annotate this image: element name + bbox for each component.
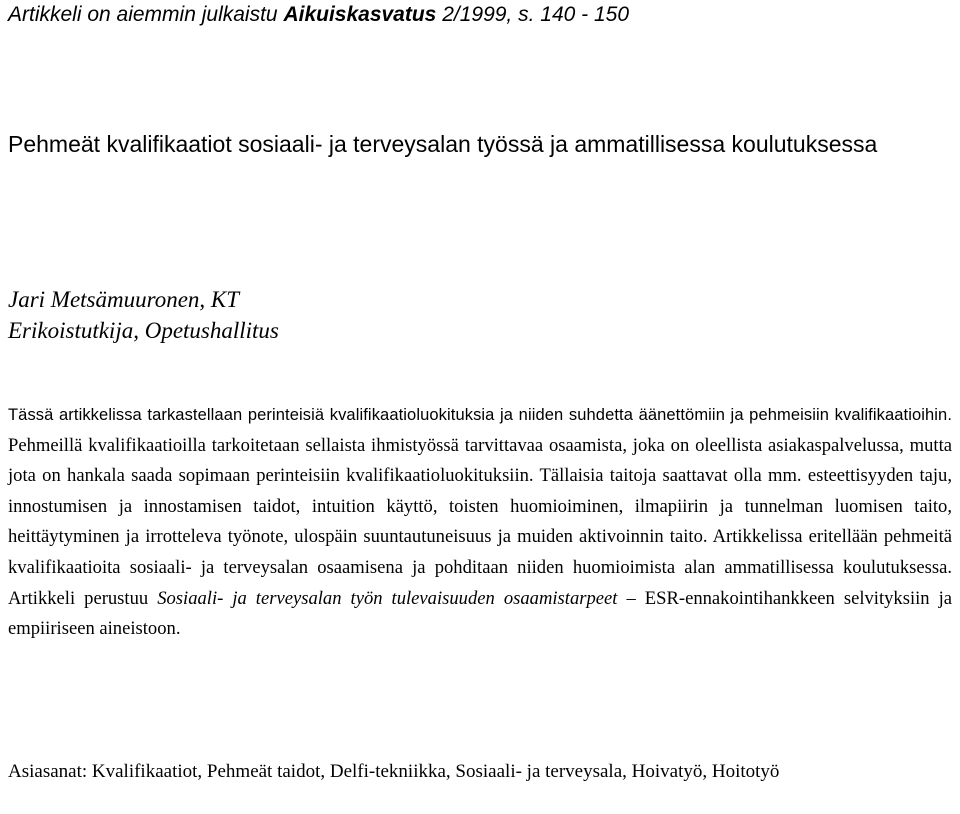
journal-name: Aikuiskasvatus	[283, 3, 437, 26]
abstract-end: – ESR-ennakointihankkeen selvityksiin ja empiiriseen aineistoon.	[8, 587, 953, 640]
author-block	[8, 284, 279, 346]
author-affiliation: Erikoistutkija, Opetushallitus	[8, 318, 279, 343]
article-title: Pehmeät kvalifikaatiot sosiaali- ja terveysalan työssä ja ammatillisessa koulutuksessa	[8, 131, 878, 157]
abstract-body: Pehmeillä kvalifikaatioilla tarkoitetaan sellaista ihmistyössä tarvittavaa osaamista, joka on oleellista asiakaspalvelussa, mutta jota on hankala saada sopimaan perinteisiin kvalifikaatioluokituksiin. Tällaisia taitoja saattavat olla mm. esteettisyyden taju, innostumisen ja innostamisen taidot, intuition käyttö, toisten huomioiminen, ilmapiirin ja tunnelman luomisen taito, heittäytyminen ja irrotteleva työnote, ulospäin suuntautuneisuus ja muiden aktivoinnin taito. Artikkelissa eritellään pehmeitä kvalifikaatioita sosiaali- ja terveysalan osaamisena ja pohditaan niiden huomioimista alan ammatillisessa koulutuksessa. Artikkeli perustuu	[8, 434, 952, 609]
publication-note-prefix: Artikkeli on aiemmin julkaistu	[8, 3, 284, 26]
keywords: Asiasanat: Kvalifikaatiot, Pehmeät taidot, Delfi-tekniikka, Sosiaali- ja terveysala, Hoivatyö, Hoitotyö	[8, 761, 780, 782]
publication-note	[8, 0, 629, 30]
abstract	[8, 400, 952, 645]
abstract-intro: Tässä artikkelissa tarkastellaan perinteisiä kvalifikaatioluokituksia ja niiden suhdetta äänettömiin ja pehmeisiin kvalifikaatioihin.	[8, 406, 952, 424]
abstract-source-title: Sosiaali- ja terveysalan työn tulevaisuuden osaamistarpeet	[157, 587, 618, 609]
publication-note-suffix: 2/1999, s. 140 - 150	[436, 3, 629, 26]
author-name: Jari Metsämuuronen, KT	[8, 287, 240, 312]
